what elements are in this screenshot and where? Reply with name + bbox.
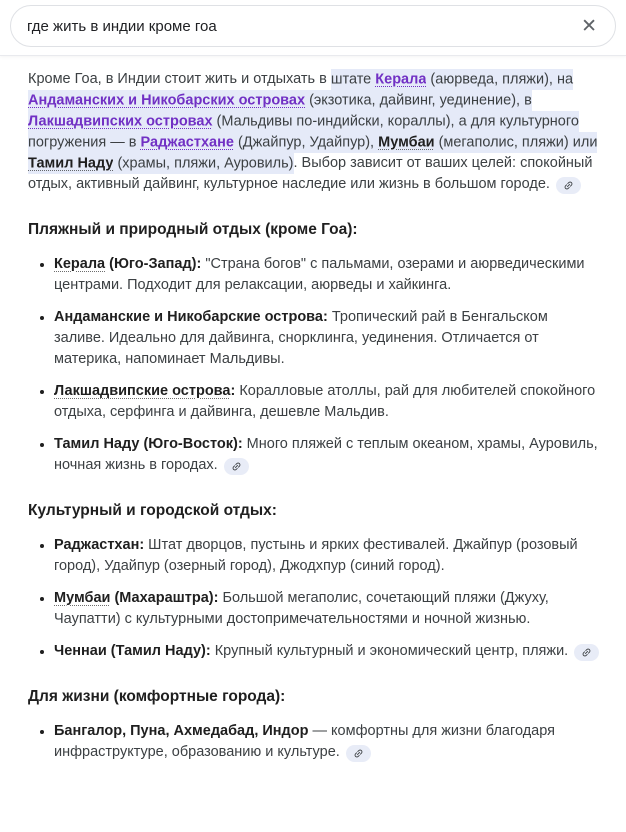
chain-link-icon [231,461,242,472]
search-header [0,0,626,56]
clear-icon[interactable]: ✕ [577,15,601,38]
text-segment: (Мальдивы по-индийски, кораллы), а для культурного погружения — в [28,111,579,153]
text-segment: Тропический рай в Бенгальском заливе. Идеально для дайвинга, снорклинга, уединения. Отличается от материка, напоминает Мальдивы. [54,309,548,367]
text-segment: — комфортны для жизни благодаря инфраструктуре, образованию и культуре. [54,723,555,760]
text-segment: Большой мегаполис, сочетающий пляжи (Джуху, Чаупатти) с культурными достопримечательностями и ночной жизнью. [54,590,549,627]
inline-link[interactable]: Мумбаи [54,590,111,606]
chain-link-icon [353,748,364,759]
section-heading: Культурный и городской отдых: [28,502,277,519]
list-item [54,641,600,662]
inline-link[interactable]: Керала [54,256,106,272]
inline-link[interactable]: Лакшадвипских островах [28,111,213,132]
text-segment: (аюрведа, пляжи), на [426,69,573,90]
chain-link-icon [581,647,592,658]
text-segment: Бангалор, Пуна, Ахмедабад, Индор [54,723,309,739]
source-link-badge[interactable] [574,644,599,661]
text-segment: Раджастхан: [54,537,145,553]
text-segment: (Юго-Запад): [105,256,202,272]
list-item [54,381,600,423]
list-item [54,721,600,763]
text-segment: "Страна богов" с пальмами, озерами и аюрведическими центрами. Подходит для релаксации, аюрведы и хайкинга. [54,256,585,293]
section-heading: Для жизни (комфортные города): [28,688,286,705]
text-segment: (Махараштра): [110,590,219,606]
text-segment: (мегаполис, пляжи) или [435,132,598,153]
text-segment: Кроме Гоа, в Индии стоит жить и отдыхать в [28,71,331,87]
text-segment: Крупный культурный и экономический центр, пляжи. [210,643,573,659]
chain-link-icon [563,180,574,191]
inline-link[interactable]: Мумбаи [378,132,434,153]
list-item [54,588,600,630]
answer-sections [28,219,600,763]
text-segment: Штат дворцов, пустынь и ярких фестивалей. Джайпур (розовый город), Удайпур (озерный город), Джодхпур (синий город). [54,537,578,574]
text-segment: (храмы, пляжи, Ауровиль) [113,153,293,174]
bullet-list [28,254,600,476]
inline-link[interactable]: Раджастхане [141,132,234,153]
list-item [54,535,600,577]
bullet-list [28,535,600,662]
text-segment: : [230,383,236,399]
text-segment: Андаманские и Никобарские острова: [54,309,328,325]
list-item [54,434,600,476]
inline-link[interactable]: Андаманских и Никобарских островах [28,90,305,111]
text-segment: Тамил Наду (Юго-Восток): [54,436,243,452]
answer-content [0,56,626,763]
list-item [54,307,600,370]
text-segment: (экзотика, дайвинг, уединение), в [305,90,532,111]
bullet-list [28,721,600,763]
inline-link[interactable]: Лакшадвипские острова [54,383,231,399]
inline-link[interactable]: Тамил Наду [28,153,113,174]
list-item [54,254,600,296]
search-input[interactable] [27,18,569,35]
search-box[interactable] [10,5,616,47]
source-link-badge[interactable] [224,458,249,475]
text-segment: Много пляжей с теплым океаном, храмы, Ауровиль, ночная жизнь в городах. [54,436,598,473]
source-link-badge[interactable] [556,177,581,194]
text-segment: (Джайпур, Удайпур), [234,132,378,153]
source-link-badge[interactable] [346,745,371,762]
intro-paragraph [28,69,600,195]
inline-link[interactable]: Керала [375,69,426,90]
text-segment: . Выбор зависит от ваших целей: спокойный отдых, активный дайвинг, культурное наследие или жизнь в большом городе. [28,155,593,192]
text-segment: Ченнаи (Тамил Наду): [54,643,211,659]
section-heading: Пляжный и природный отдых (кроме Гоа): [28,221,358,238]
text-segment: штате [331,69,375,90]
text-segment: Коралловые атоллы, рай для любителей спокойного отдыха, серфинга и дайвинга, дешевле Мальдив. [54,383,596,420]
